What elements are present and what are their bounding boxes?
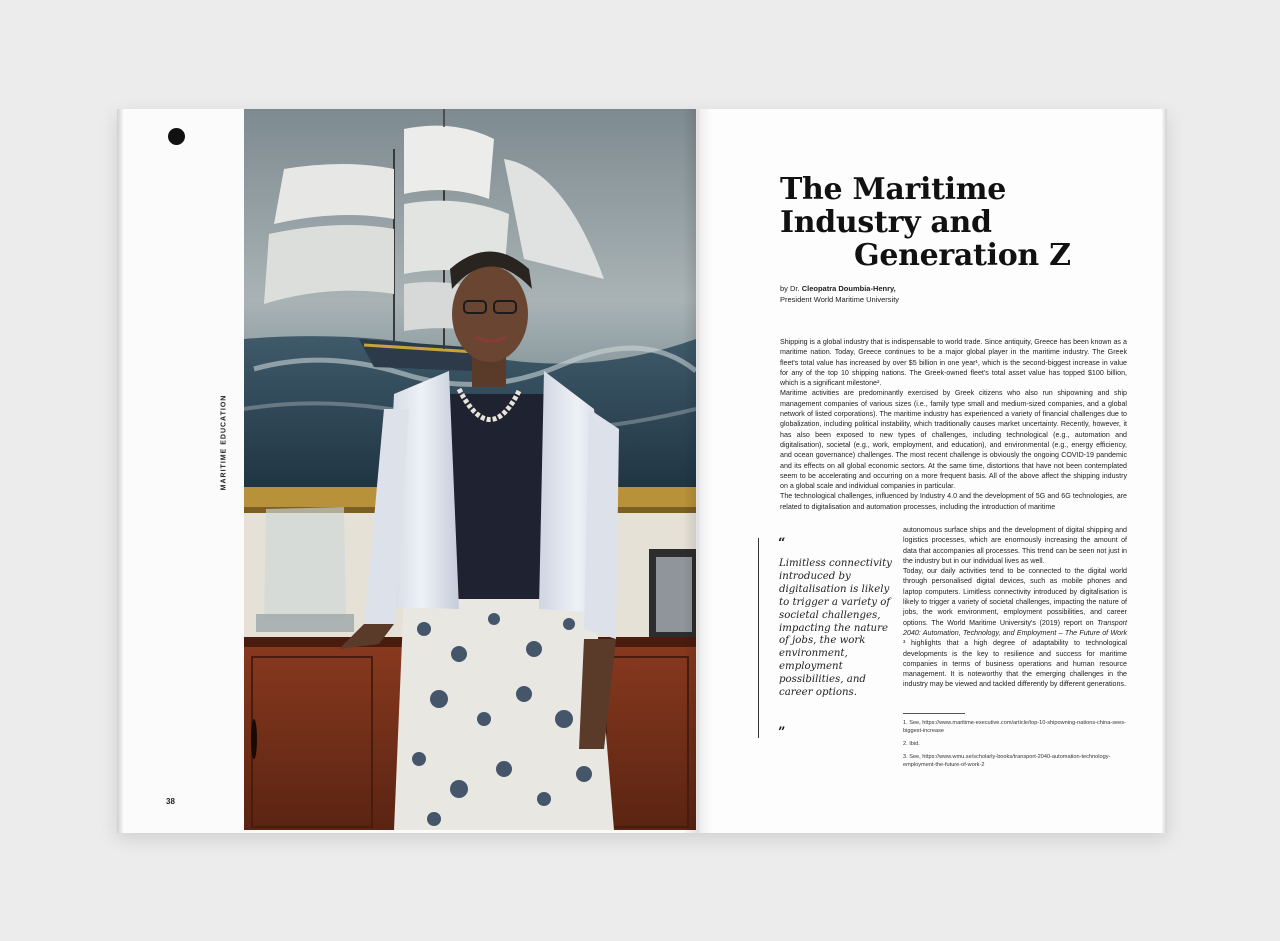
author-name: Cleopatra Doumbia-Henry, [801, 284, 896, 293]
paragraph: Maritime activities are predominantly exercised by Greek citizens who also run shipowning and ship management companies of various sizes (i.e., family type small and medium-sized companies, and a global network of listed corporations). The maritime industry has experienced a variety of financial challenges due to globalization, including political instability, which traditionally causes market uncertainty. Recently, however, it has also been exposed to new types of challenges, including technological (e.g., automation and digitalisation), societal (e.g., work, employment, and education), and environmental (e.g., energy efficiency, and ocean governance) challenges. The most recent challenge is obviously the ongoing COVID-19 pandemic and its effects on all global economic sectors. At the same time, distortions that have not been contemplated seem to be accelerating and occurring on a more frequent basis. All of the above affect the shipping industry on a global scale and individual companies in particular. [780, 389, 1127, 491]
footnotes [903, 719, 1127, 774]
footnote: 3. See, https://www.wmu.se/scholarly-books/transport-2040-automation-technology-employment-the-future-of-work-2 [903, 754, 1111, 768]
paragraph [903, 566, 1127, 690]
paragraph-text: ³ highlights that a high degree of adaptability to technological developments is the key to resilience and success for maritime companies in terms of business operations and human resource management. It is noteworthy that the emerging challenges in the industry may be viewed and tackled differently by different generations. [903, 639, 1127, 689]
article-body-column [903, 525, 1127, 690]
report-title: Transport 2040: Automation, Technology, and Employment – The Future of Work [903, 618, 1127, 637]
footnote-rule [903, 713, 965, 714]
magazine-spread [117, 109, 1167, 833]
title-line-1: The Maritime [780, 172, 1006, 207]
title-line-3: Generation Z [854, 238, 1071, 273]
author-role: President World Maritime University [780, 295, 900, 304]
paragraph: The technological challenges, influenced by Industry 4.0 and the development of 5G and 6G technologies, are related to digitalisation and automation processes, including the introduction of maritime [780, 492, 1127, 511]
title-line-2: Industry and [780, 205, 992, 240]
logo-icon [168, 128, 185, 145]
footnote: 1. See, https://www.maritime-executive.com/article/top-10-shipowning-nations-china-sees-biggest-increase [903, 720, 1126, 734]
section-label: MARITIME EDUCATION [220, 394, 228, 491]
footnote: 2. Ibid. [903, 741, 920, 747]
article-title [780, 173, 1071, 272]
byline-prefix: by Dr. [780, 284, 802, 293]
article-body [780, 337, 1127, 512]
left-page [117, 109, 696, 833]
paragraph-text: Today, our daily activities tend to be connected to the digital world through personalised digital devices, such as mobile phones and laptop computers. Limitless connectivity introduced by digitalisation is likely to trigger a variety of societal challenges, impacting the nature of jobs, the work environment, employment possibilities, and career options. The World Maritime University's (2019) report on [903, 567, 1127, 627]
pull-quote: Limitless connectivity introduced by digitalisation is likely to trigger a variety of societal challenges, impacting the nature of jobs, the work environment, employment possibilities, and career options. [779, 558, 892, 699]
page-number: 38 [166, 797, 175, 806]
portrait-photo [244, 109, 696, 830]
paragraph: autonomous surface ships and the development of digital shipping and logistics processes, which are enormously increasing the amount of data that accompanies all processes. This trend can be seen not just in the industry but in our individual lives as well. [903, 526, 1127, 565]
right-page [696, 109, 1167, 833]
byline [780, 283, 899, 305]
close-quote-icon: ” [778, 725, 786, 740]
open-quote-icon: “ [778, 536, 786, 551]
page-edge [1162, 109, 1167, 833]
page-edge [117, 109, 123, 833]
paragraph: Shipping is a global industry that is indispensable to world trade. Since antiquity, Greece has been known as a maritime nation. Today, Greece continues to be a major global player in the maritime industry. The Greek fleet's total value has increased by over $5 billion in one year¹, which is the second-biggest increase in value for any of the top 10 shipping nations. The Greek-owned fleet's total asset value has topped $100 billion, which is a significant milestone². [780, 338, 1127, 388]
